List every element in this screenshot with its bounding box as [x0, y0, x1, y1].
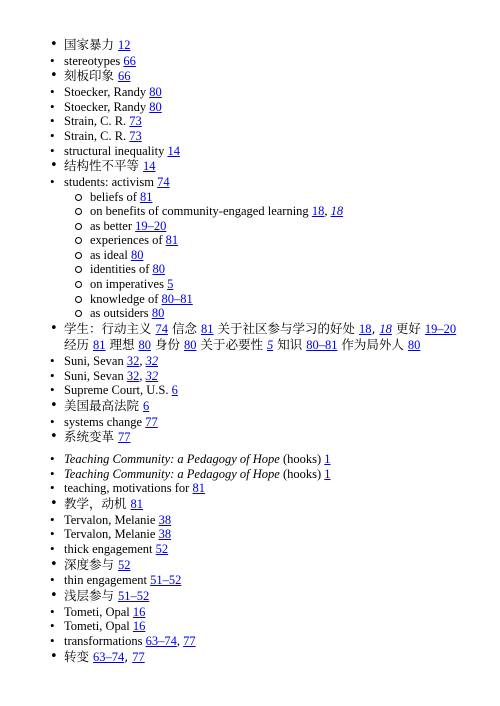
- index-entry: [0, 54, 500, 69]
- page-link[interactable]: 18: [311, 204, 325, 219]
- page-link[interactable]: 77: [118, 430, 131, 445]
- index-entry: • 学生：行动主义 74 信念 81 关于社区参与学习的好处 18, 18 更好 19–20 经历 81 理想 80 身份 80 关于必要性 5 知识 80–81 作为局外人 80: [0, 321, 500, 354]
- page-link[interactable]: 77: [145, 414, 158, 429]
- entry-subterm: 理想: [109, 337, 135, 353]
- page-link[interactable]: 66: [118, 69, 131, 84]
- index-subentry: [64, 190, 500, 205]
- entry-term: Suni, Sevan: [64, 368, 124, 383]
- index-entry: [0, 68, 500, 85]
- page-link[interactable]: 52: [118, 557, 131, 572]
- index-entry: • Suni, Sevan 32, 32: [0, 354, 500, 369]
- page-link[interactable]: 63–74: [145, 634, 177, 649]
- entry-term: 深度参与: [64, 556, 115, 572]
- page-link[interactable]: 80: [130, 247, 144, 262]
- index-entry: [0, 175, 500, 321]
- page-link[interactable]: 1: [324, 466, 331, 481]
- entry-subterm: 关于社区参与学习的好处: [217, 320, 355, 336]
- page-link[interactable]: 51–52: [118, 589, 150, 604]
- page-link[interactable]: 80–81: [161, 291, 193, 306]
- entry-subterm: experiences of: [90, 233, 163, 248]
- page-link[interactable]: 81: [139, 189, 153, 204]
- index-entry: [0, 383, 500, 398]
- entry-term: 国家暴力: [64, 37, 115, 52]
- index-entry: [0, 158, 500, 175]
- index-subentry: [64, 262, 500, 277]
- entry-term: Supreme Court, U.S.: [64, 383, 169, 398]
- entry-term: teaching, motivations for: [64, 481, 190, 496]
- page-link[interactable]: 80: [152, 262, 165, 277]
- entry-term: Strain, C. R.: [64, 129, 127, 143]
- entry-term: (hooks): [282, 466, 322, 481]
- index-entry: • 转变 63–74, 77: [0, 649, 500, 666]
- index-entry: [0, 85, 500, 100]
- index-entry: [0, 513, 500, 528]
- page-link[interactable]: 16: [132, 619, 146, 634]
- index-list-s: [0, 37, 500, 446]
- page-link[interactable]: 14: [143, 159, 156, 174]
- entry-term: 学生：行动主义: [64, 320, 152, 336]
- page-link[interactable]: 73: [129, 129, 142, 143]
- page-link[interactable]: 80: [138, 338, 151, 353]
- index-entry: [0, 588, 500, 605]
- index-entry: [0, 144, 500, 159]
- index-entry: [0, 429, 500, 446]
- page-link[interactable]: 80: [183, 338, 197, 353]
- page-link[interactable]: 18: [358, 321, 372, 336]
- page-link[interactable]: 73: [129, 114, 142, 129]
- page-link[interactable]: 16: [132, 604, 146, 619]
- entry-term: 转变: [64, 648, 90, 664]
- page-link[interactable]: 51–52: [150, 573, 182, 588]
- entry-term: students: activism: [64, 175, 154, 189]
- page-link[interactable]: 19–20: [135, 218, 167, 233]
- page-link[interactable]: 63–74: [93, 649, 125, 664]
- page-link[interactable]: 74: [155, 321, 168, 336]
- entry-term: Strain, C. R.: [64, 114, 127, 129]
- entry-subterm: 关于必要性: [200, 337, 263, 353]
- entry-subterm: 身份: [154, 337, 180, 353]
- page-link[interactable]: 52: [155, 542, 169, 557]
- entry-subterm: 更好: [395, 320, 421, 336]
- index-entry: [0, 605, 500, 620]
- entry-term: Stoecker, Randy: [64, 99, 147, 114]
- entry-subterm: as better: [90, 218, 132, 233]
- page-link[interactable]: 18: [379, 321, 392, 336]
- page-link[interactable]: 6: [171, 383, 178, 398]
- page-link[interactable]: 19–20: [424, 321, 457, 336]
- page-link[interactable]: 14: [167, 143, 180, 158]
- page-link[interactable]: 6: [143, 398, 150, 413]
- index-entry: • transformations 63–74, 77: [0, 634, 500, 649]
- entry-term: 系统变革: [64, 429, 115, 445]
- entry-term: systems change: [64, 414, 143, 429]
- index-entry: [0, 398, 500, 415]
- index-entry: [0, 415, 500, 430]
- index-entry: [0, 452, 500, 467]
- index-subentry: [64, 233, 500, 248]
- index-entry: [0, 37, 500, 54]
- entry-subterm: identities of: [90, 262, 150, 277]
- entry-term: 结构性不平等: [64, 158, 140, 174]
- page-link[interactable]: 81: [165, 233, 179, 248]
- index-entry: [0, 619, 500, 634]
- page-link[interactable]: 81: [200, 321, 214, 336]
- entry-subterm: as outsiders: [90, 306, 149, 321]
- page-link[interactable]: 32: [126, 353, 140, 368]
- book-title: Teaching Community: a Pedagogy of Hope: [64, 452, 280, 466]
- page-link[interactable]: 5: [266, 338, 274, 353]
- index-entry: [0, 527, 500, 542]
- entry-term: transformations: [64, 634, 143, 649]
- index-entry: [0, 496, 500, 513]
- index-subentry: [64, 306, 500, 321]
- entry-subterm: on benefits of community-engaged learning: [90, 204, 309, 219]
- index-subentry: [64, 219, 500, 234]
- index-entry: [0, 573, 500, 588]
- index-subentry: on benefits of community-engaged learning 18, 18: [64, 204, 500, 219]
- book-title: Teaching Community: a Pedagogy of Hope: [64, 466, 280, 481]
- page-link[interactable]: 80–81: [306, 338, 338, 353]
- page-link[interactable]: 81: [130, 497, 143, 512]
- entry-subterm: as ideal: [90, 247, 128, 262]
- page-link[interactable]: 12: [118, 38, 131, 52]
- entry-term: thin engagement: [64, 573, 147, 588]
- entry-term: stereotypes: [64, 53, 121, 68]
- index-subentry: [64, 277, 500, 292]
- index-subentry: [64, 248, 500, 263]
- page-link[interactable]: 74: [157, 175, 170, 189]
- entry-subterm: knowledge of: [90, 291, 159, 306]
- index-entry: [0, 114, 500, 129]
- page-link[interactable]: 80: [149, 84, 162, 99]
- page-link[interactable]: 81: [93, 338, 106, 353]
- index-entry: [0, 129, 500, 144]
- index-entry: • Suni, Sevan 32, 32: [0, 369, 500, 384]
- entry-subterm: 信念: [171, 320, 197, 336]
- index-entry: [0, 467, 500, 482]
- page-link[interactable]: 77: [183, 634, 196, 649]
- page-link[interactable]: 32: [126, 368, 140, 383]
- entry-term: Tometi, Opal: [64, 619, 130, 634]
- entry-term: thick engagement: [64, 542, 153, 557]
- entry-term: (hooks): [282, 452, 322, 466]
- page-link[interactable]: 1: [324, 452, 331, 466]
- entry-subterm: 知识: [277, 337, 303, 353]
- entry-subterm: beliefs of: [90, 189, 137, 204]
- page-link[interactable]: 32: [145, 368, 159, 383]
- entry-term: Suni, Sevan: [64, 353, 124, 368]
- page-link[interactable]: 66: [123, 53, 136, 68]
- entry-term: 美国最高法院: [64, 397, 140, 413]
- page-link[interactable]: 18: [330, 204, 344, 219]
- index-entry: [0, 481, 500, 496]
- entry-term: 浅层参与: [64, 588, 115, 604]
- page-link[interactable]: 32: [145, 353, 159, 368]
- index-subentry: [64, 292, 500, 307]
- entry-subterm: on imperatives: [90, 276, 164, 291]
- page-link[interactable]: 38: [158, 512, 172, 527]
- entry-term: structural inequality: [64, 143, 165, 158]
- entry-term: 刻板印象: [64, 68, 115, 84]
- index-entry: [0, 557, 500, 574]
- page-link[interactable]: 80: [151, 306, 165, 321]
- page-link[interactable]: 38: [158, 527, 172, 542]
- page-link[interactable]: 81: [192, 481, 205, 496]
- entry-subterm: 经历: [64, 337, 90, 353]
- entry-term: Tervalon, Melanie: [64, 527, 156, 542]
- index-list-t: [0, 452, 500, 665]
- page-link[interactable]: 80: [149, 99, 162, 114]
- index-entry: [0, 100, 500, 115]
- entry-term: Tervalon, Melanie: [64, 512, 156, 527]
- entry-term: 教学，动机: [64, 496, 127, 512]
- entry-term: Stoecker, Randy: [64, 84, 147, 99]
- page-link[interactable]: 80: [407, 338, 421, 353]
- entry-term: Tometi, Opal: [64, 604, 130, 619]
- page-link[interactable]: 5: [167, 276, 174, 291]
- index-subentries: [64, 190, 500, 321]
- index-entry: [0, 542, 500, 557]
- page-link[interactable]: 77: [132, 649, 145, 664]
- entry-subterm: 作为局外人: [341, 337, 404, 353]
